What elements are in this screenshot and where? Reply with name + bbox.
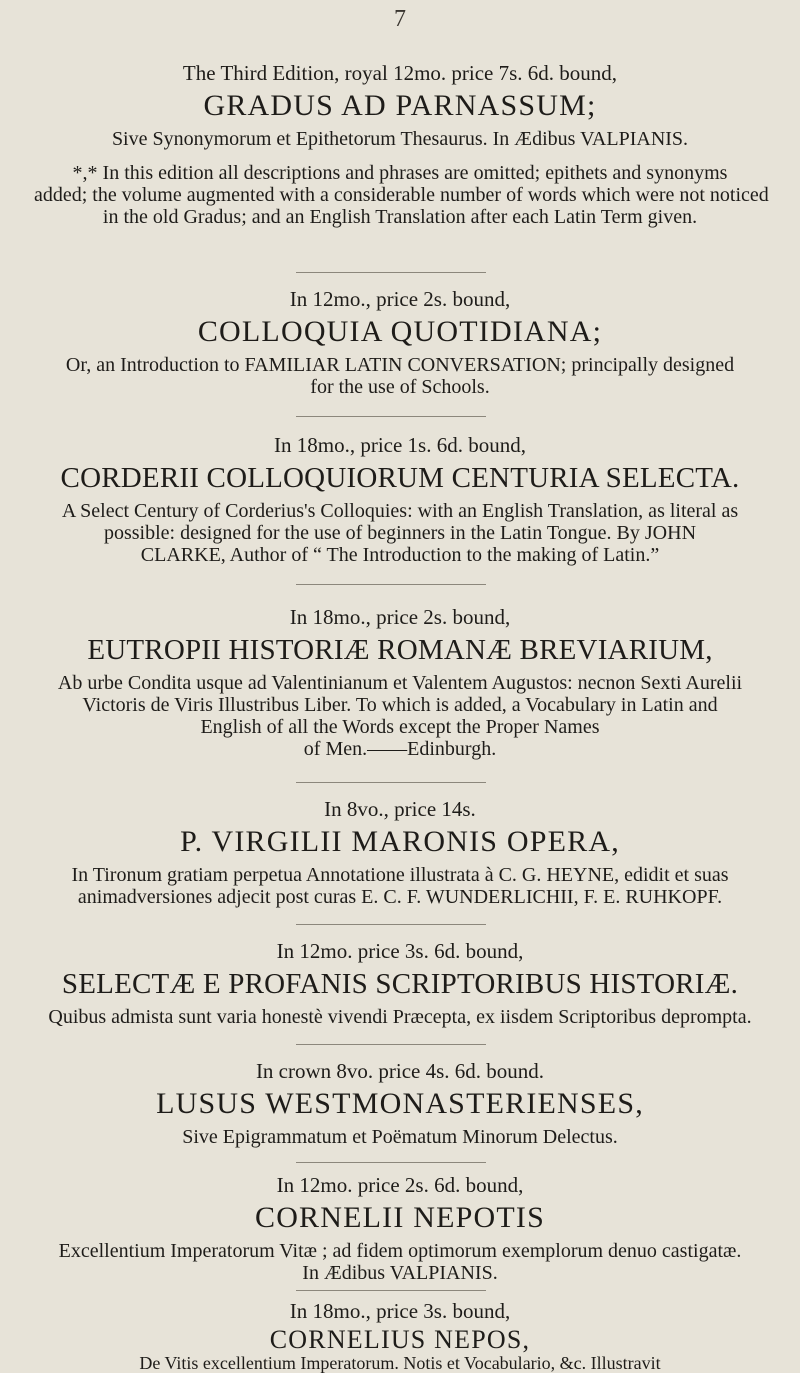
entry-description (34, 1126, 766, 1148)
entry-virgilii (34, 796, 766, 908)
description-line: added; the volume augmented with a considerable number of words which were not noticed (34, 184, 769, 206)
description-line: Excellentium Imperatorum Vitæ ; ad fidem optimorum exemplorum denuo castigatæ. (58, 1240, 742, 1262)
entry-title: CORNELIUS NEPOS, (269, 1325, 531, 1354)
entry-eutropii (34, 604, 766, 760)
entry-price: In 12mo. price 2s. 6d. bound, (276, 1173, 524, 1197)
entry-cornelius-nepos (34, 1298, 766, 1372)
page-number: 7 (394, 6, 406, 32)
description-line: Quibus admista sunt varia honestè vivendi Præcepta, ex iisdem Scriptoribus deprompta. (48, 1006, 752, 1028)
description-line: in the old Gradus; and an English Translation after each Latin Term given. (102, 206, 698, 228)
entry-cornelii-nepotis (34, 1172, 766, 1284)
separator-rule (296, 1044, 486, 1045)
entry-price: In 18mo., price 1s. 6d. bound, (274, 433, 526, 457)
description-line: English of all the Words except the Proper Names (200, 716, 600, 738)
entry-title: SELECTÆ E PROFANIS SCRIPTORIBUS HISTORIÆ. (61, 968, 739, 1000)
entry-title: EUTROPII HISTORIÆ ROMANÆ BREVIARIUM, (87, 634, 713, 666)
entry-gradus (34, 60, 769, 228)
separator-rule (296, 1290, 486, 1291)
entry-price: In 18mo., price 3s. bound, (289, 1299, 511, 1323)
separator-rule (296, 1162, 486, 1163)
separator-rule (296, 416, 486, 417)
description-line: A Select Century of Corderius's Colloquies: with an English Translation, as literal as (61, 500, 739, 522)
entry-title: P. VIRGILII MARONIS OPERA, (180, 825, 620, 858)
description-line: of Men.——Edinburgh. (303, 738, 497, 760)
entry-description (34, 128, 769, 228)
entry-price: In 12mo. price 3s. 6d. bound, (276, 939, 524, 963)
entry-price: In 18mo., price 2s. bound, (289, 605, 511, 629)
entry-description (34, 672, 766, 760)
description-line: In Tironum gratiam perpetua Annotatione illustrata à C. G. HEYNE, edidit et suas (71, 864, 729, 886)
entry-price: In 8vo., price 14s. (324, 797, 476, 821)
separator-rule (296, 782, 486, 783)
description-line: possible: designed for the use of beginners in the Latin Tongue. By JOHN (103, 522, 697, 544)
entry-description (34, 1006, 766, 1028)
entry-title: CORDERII COLLOQUIORUM CENTURIA SELECTA. (60, 462, 740, 494)
entry-lusus (34, 1058, 766, 1148)
entry-price: The Third Edition, royal 12mo. price 7s. 6d. bound, (182, 61, 618, 85)
description-line: De Vitis excellentium Imperatorum. Notis et Vocabulario, &c. Illustravit (139, 1353, 661, 1373)
entry-description (34, 500, 766, 566)
separator-rule (296, 924, 486, 925)
entry-corderii (34, 432, 766, 566)
entry-description (34, 864, 766, 908)
entry-title: CORNELII NEPOTIS (254, 1201, 546, 1234)
description-line: Ab urbe Condita usque ad Valentinianum et Valentem Augustos: necnon Sexti Aurelii (57, 672, 743, 694)
description-line: CLARKE, Author of “ The Introduction to the making of Latin.” (140, 544, 660, 566)
description-line: In Ædibus VALPIANIS. (302, 1262, 498, 1284)
separator-rule (296, 272, 486, 273)
description-line: for the use of Schools. (310, 376, 490, 398)
description-line: animadversiones adjecit post curas E. C. F. WUNDERLICHII, F. E. RUHKOPF. (77, 886, 723, 908)
entry-title: COLLOQUIA QUOTIDIANA; (197, 315, 603, 348)
entry-title: GRADUS AD PARNASSUM; (203, 89, 597, 122)
entry-description (34, 1354, 766, 1372)
entry-price: In 12mo., price 2s. bound, (289, 287, 511, 311)
entry-colloquia (34, 286, 766, 398)
description-line: Or, an Introduction to FAMILIAR LATIN CONVERSATION; principally designed (65, 354, 735, 376)
entry-description (34, 1240, 766, 1284)
entry-price: In crown 8vo. price 4s. 6d. bound. (255, 1059, 545, 1083)
entry-description (34, 354, 766, 398)
description-line: Sive Synonymorum et Epithetorum Thesaurus. In Ædibus VALPIANIS. (111, 128, 689, 150)
description-line: Victoris de Viris Illustribus Liber. To which is added, a Vocabulary in Latin and (82, 694, 718, 716)
separator-rule (296, 584, 486, 585)
description-line: Sive Epigrammatum et Poëmatum Minorum Delectus. (182, 1126, 618, 1148)
entry-title: LUSUS WESTMONASTERIENSES, (156, 1087, 644, 1120)
entry-selectae (34, 938, 766, 1028)
description-line: *,* In this edition all descriptions and phrases are omitted; epithets and synonyms (72, 162, 728, 184)
